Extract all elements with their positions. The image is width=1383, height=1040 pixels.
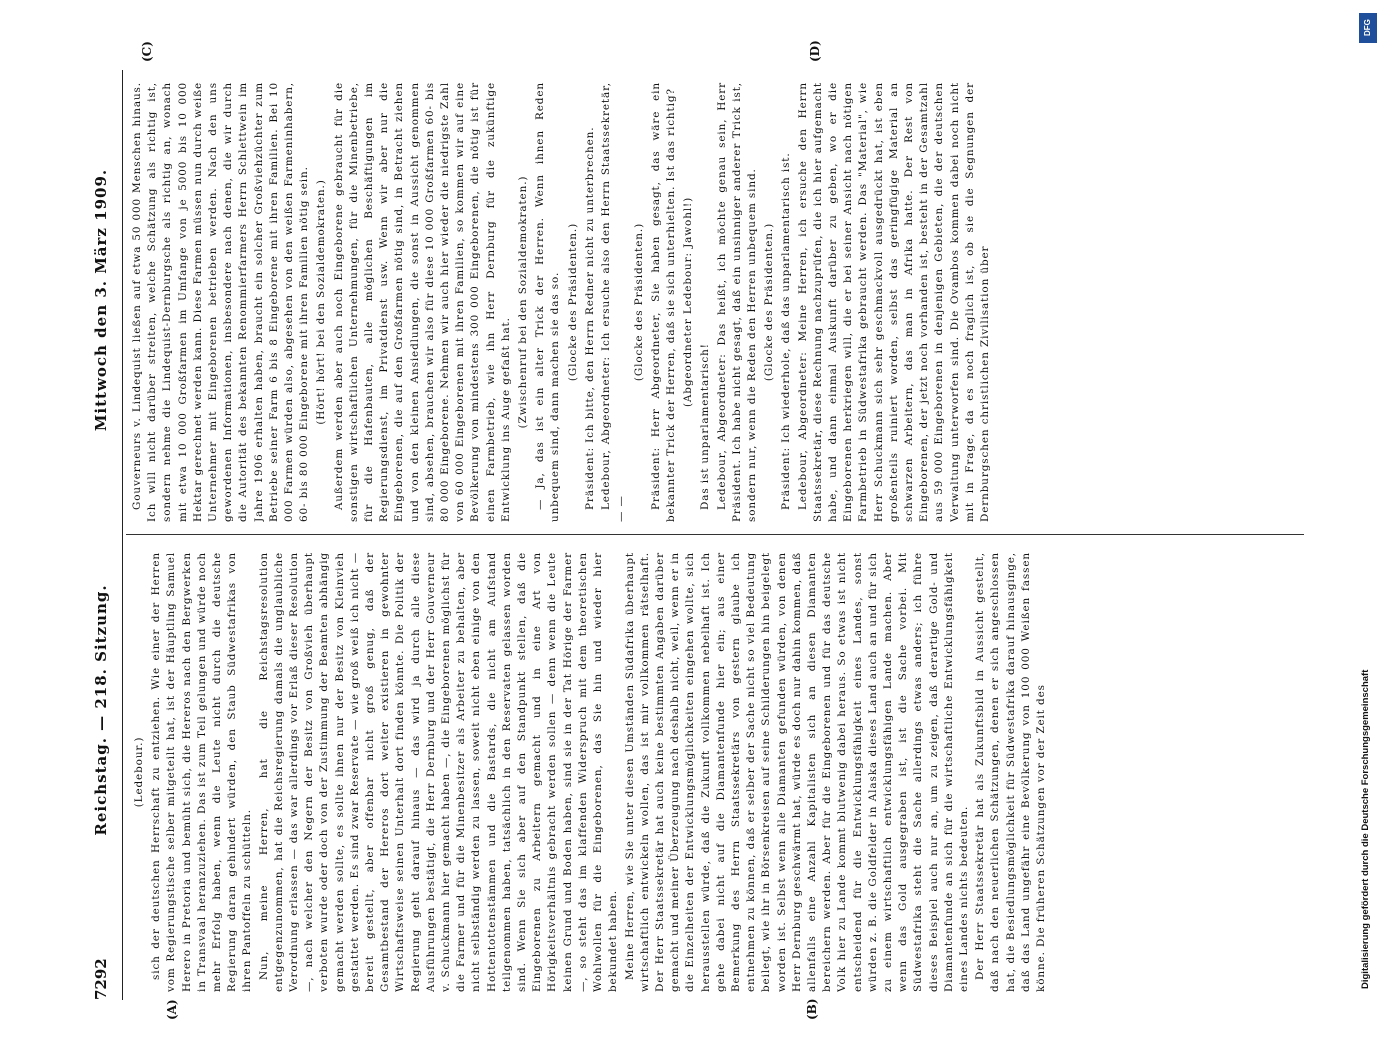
- page-header: [92, 70, 118, 1000]
- margin-mark-b: (B): [805, 998, 819, 1020]
- digitization-credit: [1357, 5, 1379, 995]
- paragraph: Präsident: Ich bitte, den Herrn Redner nicht zu unterbrechen.: [583, 126, 596, 510]
- paragraph: Meine Herren, wie Sie unter diesen Umständen Südafrika überhaupt wirtschaftlich entwickeln wollen, das ist mir vollkommen rätselhaft. Der Herr Staatssekretär hat auch keine bestimmten Angaben darüber gemacht und meiner Überzeugung nach deshalb nicht, weil, wenn er in die Einzelheiten der Entwicklungsmöglichkeiten eingehen wollte, sich herausstellen würde, daß die Zukunft vollkommen nebelhaft ist. Ich gehe dabei nicht auf die Diamantenfunde hier ein; aus einer Bemerkung des Herrn Staatssekretärs von gestern glaube ich entnehmen zu können, daß er selber der Sache nicht so viel Bedeutung beilegt, wie ihr in Börsenkreisen auf seine Schilderungen hin beigelegt worden ist. Selbst wenn alle Diamanten gefunden würden, von denen Herr Dernburg geschwärmt hat, würde es doch nur dahin kommen, daß allenfalls eine Anzahl Kapitalisten sich an diesen Diamanten bereichern werden. Aber für die Eingeborenen und für das deutsche Volk hier zu Lande kommt blutwenig dabei heraus. So etwas ist nicht entscheidend für die Entwicklungsfähigkeit eines Landes, sonst würden z. B. die Goldfelder in Alaska dieses Land auch an und für sich zu einem wirtschaftlich entwicklungsfähigen Lande machen. Aber wenn das Gold ausgegraben ist, ist die Sache vorbei. Mit Südwestafrika steht die Sache allerdings etwas anders; ich führe dieses Beispiel auch nur an, um zu zeigen, daß derartige Gold- und Diamantenfunde an sich für die wirtschaftliche Entwicklungsfähigkeit eines Landes nichts bedeuten.: [623, 552, 970, 992]
- interjection: (Hört! hört! bei den Sozialdemokraten.): [315, 179, 328, 425]
- paragraph: — Ja, das ist ein alter Trick der Herren. Wenn ihnen Reden unbequem sind, dann machen sie das so.: [534, 82, 562, 522]
- paragraph: Nun, meine Herren, hat die Reichstagsresolution entgegenzunommen, hat die Reichsregierung damals die unglaubliche Verordnung erlassen — das war allerdings vor Erlaß dieser Resolution —, nach welcher den Negern der Besitz von Großvieh überhaupt verboten wurde oder doch von der Zustimmung der Beamten abhängig gemacht werden sollte, es sollte ihnen nur der Besitz von Kleinvieh gestattet werden. Es sind zwar Reservate — wie groß weiß ich nicht — bereit gestellt, aber offenbar nicht groß genug, daß der Gesamtbestand der Hereros dort weiter existieren in gewohnter Wirtschaftsweise seinen Unterhalt dort finden könnte. Die Politik der Regierung geht darauf hinaus — das wird ja durch alle diese Ausführungen bestätigt, die Herr Dernburg und der Herr Gouverneur v. Schuckmann hier gemacht haben —, die Eingeborenen möglichst für die Farmer und für die Minenbesitzer als Arbeiter zu behalten, aber nicht selbständig werden zu lassen, soweit nicht eben einige von den Hottentottenstämmen und die Bastards, die nicht am Aufstand teilgenommen haben, tatsächlich in den Reservaten gelassen worden sind. Wenn Sie sich aber auf den Standpunkt stellen, daß die Eingeborenen zu Arbeitern gemacht und in eine Art von Hörigkeitsverhältnis gebracht werden sollen — denn wenn die Leute keinen Grund und Boden haben, sind sie in der Tat Hörige der Farmer —, so steht das im klaffenden Widerspruch mit dem theoretischen Wohlwollen für die Eingeborenen, das Sie hin und wieder hier bekundet haben.: [257, 552, 620, 992]
- speaker-label: (Ledebour.): [133, 736, 145, 808]
- session-title: Reichstag. — 218. Sitzung.: [92, 584, 110, 836]
- interjection: (Glocke des Präsidenten.): [632, 222, 645, 382]
- paragraph: sich der deutschen Herrschaft zu entziehen. Wie einer der Herren vom Regierungstische selber mitgeteilt hat, ist der Häuptling Samuel Herero in Pretoria und bemüht sich, die Hereros nach den Bergwerken in Transvaal heranzuziehen. Das ist zum Teil gelungen und würde noch mehr Erfolg haben, wenn die Leute nicht durch die deutsche Regierung daran gehindert würden, den Staub Südwestafrikas von ihren Pantoffeln zu schütteln.: [150, 552, 254, 992]
- paragraph: Ledebour, Abgeordneter: Ich ersuche also den Herrn Staatssekretär, — —: [600, 82, 628, 522]
- paragraph: Präsident: Herr Abgeordneter, Sie haben gesagt, das wäre ein bekannter Trick der Herren, daß sie sich unterhielten. Ist das richtig?: [649, 82, 677, 522]
- column-divider: [126, 534, 1304, 535]
- page-number: 7292: [92, 958, 110, 1000]
- paragraph: Gouverneurs v. Lindequist ließen auf etwa 50 000 Menschen hinaus. Ich will nicht darüber streiten, welche Schätzung als richtig ist, sondern nehme die Lindequist-Dernburgsche als richtig an, wonach mit etwa 10 000 Großfarmen im Umfange von je 5000 bis 10 000 Hektar gerechnet werden kann. Diese Farmen müssen nun durch weiße Unternehmer mit Eingeborenen betrieben werden. Nach den uns gewordenen Informationen, insbesondere nach denen, die wir durch die Autorität des bekannten Renommierfarmers Herrn Schlettwein im Jahre 1906 erhalten haben, braucht ein solcher Großviehzüchter zum Betriebe seiner Farm 6 bis 8 Eingeborene mit ihren Familien. Bei 10 000 Farmen würden also, abgesehen von den weißen Farmeninhabern, 60- bis 80 000 Eingeborene mit ihren Familien nötig sein.: [131, 82, 311, 522]
- header-rule: [122, 70, 123, 1000]
- session-date: Mittwoch den 3. März 1909.: [92, 168, 110, 432]
- paragraph: Der Herr Staatssekretär hat als Zukunftsbild in Aussicht gestellt, daß nach den neuerlichen Schätzungen, denen er sich angeschlossen hat, die Besiedlungsmöglichkeit für Südwestafrika darauf hinausginge, daß das Land ungefähr eine Bevölkerung von 100 000 Weißen fassen könne. Die früheren Schätzungen vor der Zeit des: [974, 552, 1047, 992]
- paragraph: Außerdem werden aber auch noch Eingeborene gebraucht für die sonstigen wirtschaftlichen Unternehmungen, für die Minenbetriebe, für die Hafenbauten, alle möglichen Beschäftigungen im Regierungsdienst, im Privatdienst usw. Wenn wir aber nur die Eingeborenen, die auf den Großfarmen nötig sind, in Betracht ziehen und von den kleinen Ansiedlungen, die sonst in Aussicht genommen sind, absehen, brauchen wir also für diese 10 000 Großfarmen 60- bis 80 000 Eingeborene. Nehmen wir auch hier wieder die niedrigste Zahl von 60 000 Eingeborenen mit ihren Familien, so kommen wir auf eine Bevölkerung von mindestens 300 000 Eingeborenen, die nötig ist für einen Farmbetrieb, wie ihn Herr Dernburg für die zukünftige Entwicklung ins Auge gefaßt hat.: [332, 82, 512, 522]
- left-column: [130, 552, 1300, 992]
- margin-mark-d: (D): [808, 40, 822, 62]
- paragraph: Ledebour, Abgeordneter: Das heißt, ich möchte genau sein, Herr Präsident. Ich habe nicht gesagt, daß ein unsinniger anderer Trick ist, sondern nur, wenn die Reden den Herren unbequem sind.: [715, 82, 758, 522]
- interjection: (Glocke des Präsidenten.): [763, 222, 776, 382]
- margin-mark-c: (C): [140, 41, 154, 62]
- interjection: (Glocke des Präsidenten.): [566, 222, 579, 382]
- dfg-logo: DFG: [1359, 13, 1377, 43]
- paragraph: Ledebour, Abgeordneter: Meine Herren, ich ersuche den Herrn Staatssekretär, diese Rechnung nachzuprüfen, die ich hier aufgemacht habe, und dann einmal Auskunft darüber zu geben, wo er die Eingeborenen herkriegen will, die er bei seiner Ansicht nach nötigen Farmbetrieb in Südwestafrika gebraucht werden. Das "Material", wie Herr Schuckmann sich sehr geschmackvoll ausgedrückt hat, ist eben großenteils ruiniert worden, selbst das geringfügige Material an schwarzen Arbeitern, das man in Afrika hatte. Der Rest von Eingeborenen, der jetzt noch vorhanden ist, besteht in der Gesamtzahl aus 59 000 Eingeborenen in denjenigen Gebieten, die der deutschen Verwaltung unterworfen sind. Die Ovambos kommen dabei noch nicht mit in Frage, da es noch fraglich ist, ob sie die Segnungen der Dernburgschen christlichen Zivilisation über: [796, 82, 991, 522]
- right-column: [130, 82, 1300, 522]
- interjection: (Zwischenruf bei den Sozialdemokraten.): [517, 175, 530, 429]
- margin-mark-a: (A): [165, 999, 179, 1020]
- credit-text: Digitalisierung gefördert durch die Deutsche Forschungsgemeinschaft: [1360, 669, 1371, 989]
- paragraph: Das ist unparlamentarisch!: [699, 343, 712, 510]
- newspaper-page: [40, 40, 1360, 1040]
- paragraph: Präsident: Ich wiederhole, daß das unparlamentarisch ist.: [780, 152, 793, 510]
- interjection: (Abgeordneter Ledebour: Jawohl!): [682, 196, 695, 408]
